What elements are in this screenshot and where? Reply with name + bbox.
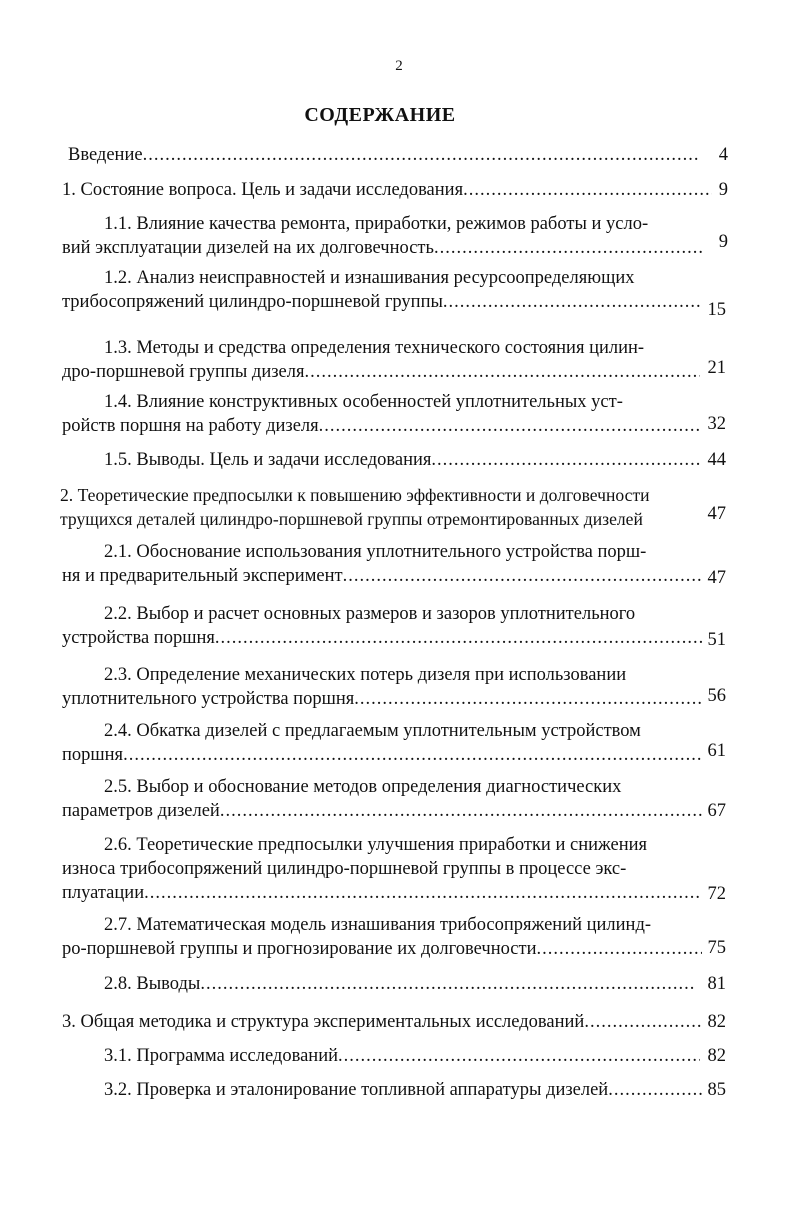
toc-entry-title: 1.5. Выводы. Цель и задачи исследования <box>104 450 432 470</box>
toc-entry-title: 3. Общая методика и структура экспериментальных исследований <box>62 1012 585 1032</box>
toc-page-number: 21 <box>707 358 726 378</box>
leader-dots <box>319 414 700 438</box>
toc-entry-title-cont: параметров дизелей <box>62 801 220 821</box>
toc-entry-title: 2.3. Определение механических потерь дизеля при использовании <box>104 665 627 685</box>
leader-dots <box>354 687 702 711</box>
toc-page-number: 85 <box>707 1080 726 1100</box>
toc-entry <box>104 448 700 472</box>
toc-entry <box>62 178 712 202</box>
toc-page-number: 82 <box>707 1046 726 1066</box>
toc-page-number: 81 <box>707 974 726 994</box>
leader-dots <box>143 143 700 167</box>
toc-entry-title-cont: вий эксплуатации дизелей на их долговечность <box>62 238 434 258</box>
toc-entry-title-cont: уплотнительного устройства поршня <box>62 689 355 709</box>
leader-dots <box>434 236 702 260</box>
toc-page-number: 51 <box>707 630 726 650</box>
toc-page-number: 56 <box>707 686 726 706</box>
toc-page-number: 9 <box>718 232 728 252</box>
toc-entry-title: 3.2. Проверка и эталонирование топливной аппаратуры дизелей <box>104 1080 609 1100</box>
toc-page-number: 15 <box>707 300 726 320</box>
toc-page-number: 61 <box>707 741 726 761</box>
toc-entry-title-cont: ро-поршневой группы и прогнозирование их долговечности <box>62 939 537 959</box>
toc-entry-title-cont: плуатации <box>62 883 145 903</box>
leader-dots <box>220 799 702 823</box>
toc-entry <box>62 212 702 260</box>
toc-page-number: 67 <box>707 801 726 821</box>
toc-entry-title-cont: устройства поршня <box>62 628 215 648</box>
leader-dots <box>343 564 702 588</box>
toc-entry <box>104 972 694 996</box>
toc-entry-title: 1.4. Влияние конструктивных особенностей уплотнительных уст- <box>104 392 623 412</box>
toc-entry-title-cont: трущихся деталей цилиндро-поршневой группы отремонтированных дизелей <box>60 509 643 529</box>
toc-entry-title: 2.6. Теоретические предпосылки улучшения приработки и снижения <box>104 835 648 855</box>
toc-entry <box>62 336 700 384</box>
toc-page-number: 75 <box>707 938 726 958</box>
toc-entry-title-cont: дро-поршневой группы дизеля <box>62 362 305 382</box>
toc-entry-title: 2.7. Математическая модель изнашивания трибосопряжений цилинд- <box>104 915 652 935</box>
leader-dots <box>584 1010 702 1034</box>
toc-entry-title-cont: ня и предварительный эксперимент <box>62 566 343 586</box>
toc-entry <box>62 1010 702 1034</box>
page-title: СОДЕРЖАНИЕ <box>304 104 456 126</box>
toc-entry-title: 2. Теоретические предпосылки к повышению эффективности и долговечности <box>60 485 650 505</box>
toc-entry-title: Введение <box>68 145 143 165</box>
leader-dots <box>463 178 712 202</box>
toc-entry <box>62 540 702 588</box>
toc-entry-title-cont: поршня <box>62 745 124 765</box>
toc-entry <box>62 913 702 961</box>
toc-entry-title-cont: ройств поршня на работу дизеля <box>62 416 319 436</box>
leader-dots <box>537 937 702 961</box>
toc-entry-title: 3.1. Программа исследований <box>104 1046 338 1066</box>
toc-entry-title: 1.1. Влияние качества ремонта, приработки, режимов работы и усло- <box>104 214 649 234</box>
toc-entry <box>62 663 702 711</box>
toc-entry-title-cont: трибосопряжений цилиндро-поршневой группы <box>62 292 443 312</box>
toc-entry <box>104 1078 704 1102</box>
toc-entry <box>62 390 700 438</box>
toc-entry <box>62 833 702 905</box>
toc-entry <box>60 483 700 531</box>
toc-entry <box>62 775 702 823</box>
toc-page-number: 32 <box>707 414 726 434</box>
toc-entry <box>104 1044 700 1068</box>
leader-dots <box>200 972 694 996</box>
toc-entry <box>62 266 702 314</box>
leader-dots <box>305 360 701 384</box>
toc-entry-title: 2.2. Выбор и расчет основных размеров и зазоров уплотнительного <box>104 604 636 624</box>
leader-dots <box>338 1044 700 1068</box>
toc-entry <box>62 719 702 767</box>
page-number: 2 <box>395 58 403 74</box>
leader-dots <box>144 881 702 905</box>
toc-entry-title: 1. Состояние вопроса. Цель и задачи исследования <box>62 180 464 200</box>
toc-entry <box>68 143 700 167</box>
toc-entry-title: 2.8. Выводы <box>104 974 201 994</box>
toc-page-number: 9 <box>718 180 728 200</box>
leader-dots <box>431 448 700 472</box>
toc-page-number: 72 <box>707 884 726 904</box>
toc-page-number: 82 <box>707 1012 726 1032</box>
leader-dots <box>443 290 702 314</box>
toc-entry-title: 1.2. Анализ неисправностей и изнашивания ресурсоопределяющих <box>104 268 635 288</box>
toc-page-number: 44 <box>707 450 726 470</box>
toc-entry-title: 2.4. Обкатка дизелей с предлагаемым уплотнительным устройством <box>104 721 641 741</box>
toc-page-number: 47 <box>707 568 726 588</box>
toc-entry <box>62 602 702 650</box>
leader-dots <box>215 626 702 650</box>
toc-entry-title-cont: износа трибосопряжений цилиндро-поршневой группы в процессе экс- <box>62 859 627 879</box>
toc-entry-title: 1.3. Методы и средства определения технического состояния цилин- <box>104 338 645 358</box>
toc-entry-title: 2.1. Обоснование использования уплотнительного устройства порш- <box>104 542 647 562</box>
toc-page-number: 4 <box>718 145 728 165</box>
leader-dots <box>123 743 702 767</box>
toc-page-number: 47 <box>707 504 726 524</box>
toc-entry-title: 2.5. Выбор и обоснование методов определения диагностических <box>104 777 622 797</box>
